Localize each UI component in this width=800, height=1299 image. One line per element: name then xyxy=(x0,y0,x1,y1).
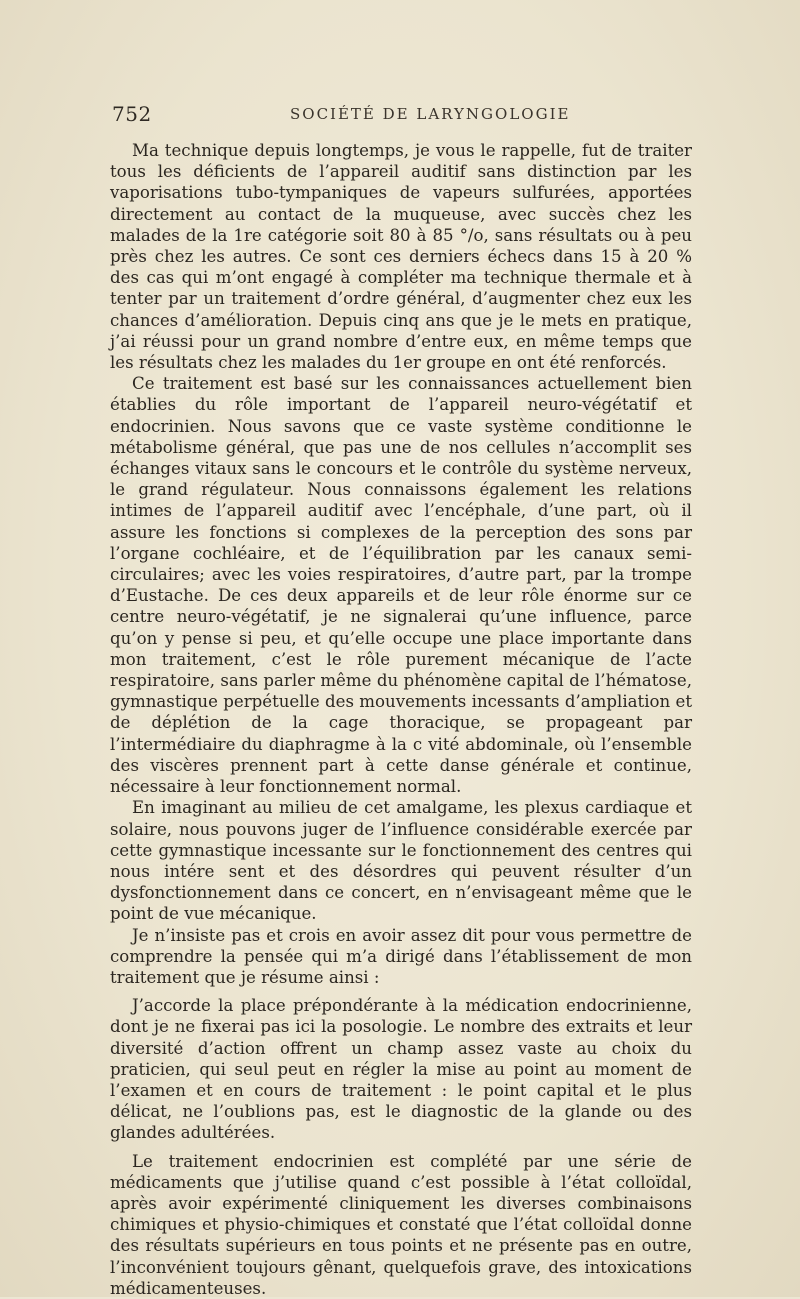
paragraph: En imaginant au milieu de cet amalgame, les plexus cardiaque et solaire, nous pouvons juger de l’influence considérable exercée par cette gymnastique incessante sur le fonctionnement des centres qui nous intére sent et des désordres qui peuvent résulter d’un dysfonctionnement dans ce concert, en n’envisageant même que le point de vue mécanique. xyxy=(110,798,692,924)
body-text xyxy=(110,140,692,1299)
paragraph: Ma technique depuis longtemps, je vous le rappelle, fut de traiter tous les déficients de l’appareil auditif sans distinction par les vaporisations tubo-tympaniques de vapeurs sulfurées, apportées directement au contact de la muqueuse, avec succès chez les malades de la 1re catégorie soit 80 à 85 °/o, sans résultats ou à peu près chez les autres. Ce sont ces derniers échecs dans 15 à 20 % des cas qui m’ont engagé à compléter ma technique thermale et à tenter par un traitement d’ordre général, d’augmenter chez eux les chances d’amélioration. Depuis cinq ans que je le mets en pratique, j’ai réussi pour un grand nombre d’entre eux, en même temps que les résultats chez les malades du 1er groupe en ont été renforcés. xyxy=(110,141,692,373)
paragraph: Le traitement endocrinien est complété par une série de médicaments que j’utilise quand c’est possible à l’état colloïdal, après avoir expérimenté cliniquement les diverses combinaisons chimiques et physio-chimiques et constaté que l’état colloïdal donne des résultats supérieurs en tous points et ne présente pas en outre, l’inconvénient toujours gênant, quelquefois grave, des intoxications médicamenteuses. xyxy=(110,1151,692,1298)
page-header xyxy=(112,102,690,126)
paragraph: Je n’insiste pas et crois en avoir assez dit pour vous permettre de comprendre la pensée qui m’a dirigé dans l’établissement de mon traitement que je résume ainsi : xyxy=(110,925,692,987)
paragraph: J’accorde la place prépondérante à la médication endocrinienne, dont je ne fixerai pas ici la posologie. Le nombre des extraits et leur diversité d’action offrent un champ assez vaste au choix du praticien, qui seul peut en régler la mise au point au moment de l’examen et en cours de traitement : le point capital et le plus délicat, ne l’oublions pas, est le diagnostic de la glande ou des glandes adultérées. xyxy=(110,996,692,1143)
page-number: 752 xyxy=(112,102,152,126)
paragraph: Ce traitement est basé sur les connaissances actuellement bien établies du rôle important de l’appareil neuro-végétatif et endocrinien. Nous savons que ce vaste système conditionne le métabolisme général, que pas une de nos cellules n’accomplit ses échanges vitaux sans le concours et le contrôle du système nerveux, le grand régulateur. Nous connaissons également les relations intimes de l’appareil auditif avec l’encéphale, d’une part, où il assure les fonctions si complexes de la perception des sons par l’organe cochléaire, et de l’équilibration par les canaux semi-circulaires; avec les voies respiratoires, d’autre part, par la trompe d’Eustache. De ces deux appareils et de leur rôle énorme sur ce centre neuro-végétatif, je ne signalerai qu’une influence, parce qu’on y pense si peu, et qu’elle occupe une place importante dans mon traitement, c’est le rôle purement mécanique de l’acte respiratoire, sans parler même du phénomène capital de l’hématose, gymnastique perpétuelle des mouvements incessants d’ampliation et de déplétion de la cage thoracique, se propageant par l’intermédiaire du diaphragme à la c vité abdominale, où l’ensemble des viscères prennent part à cette danse générale et continue, nécessaire à leur fonctionnement normal. xyxy=(110,374,692,797)
running-title: SOCIÉTÉ DE LARYNGOLOGIE xyxy=(290,105,571,123)
